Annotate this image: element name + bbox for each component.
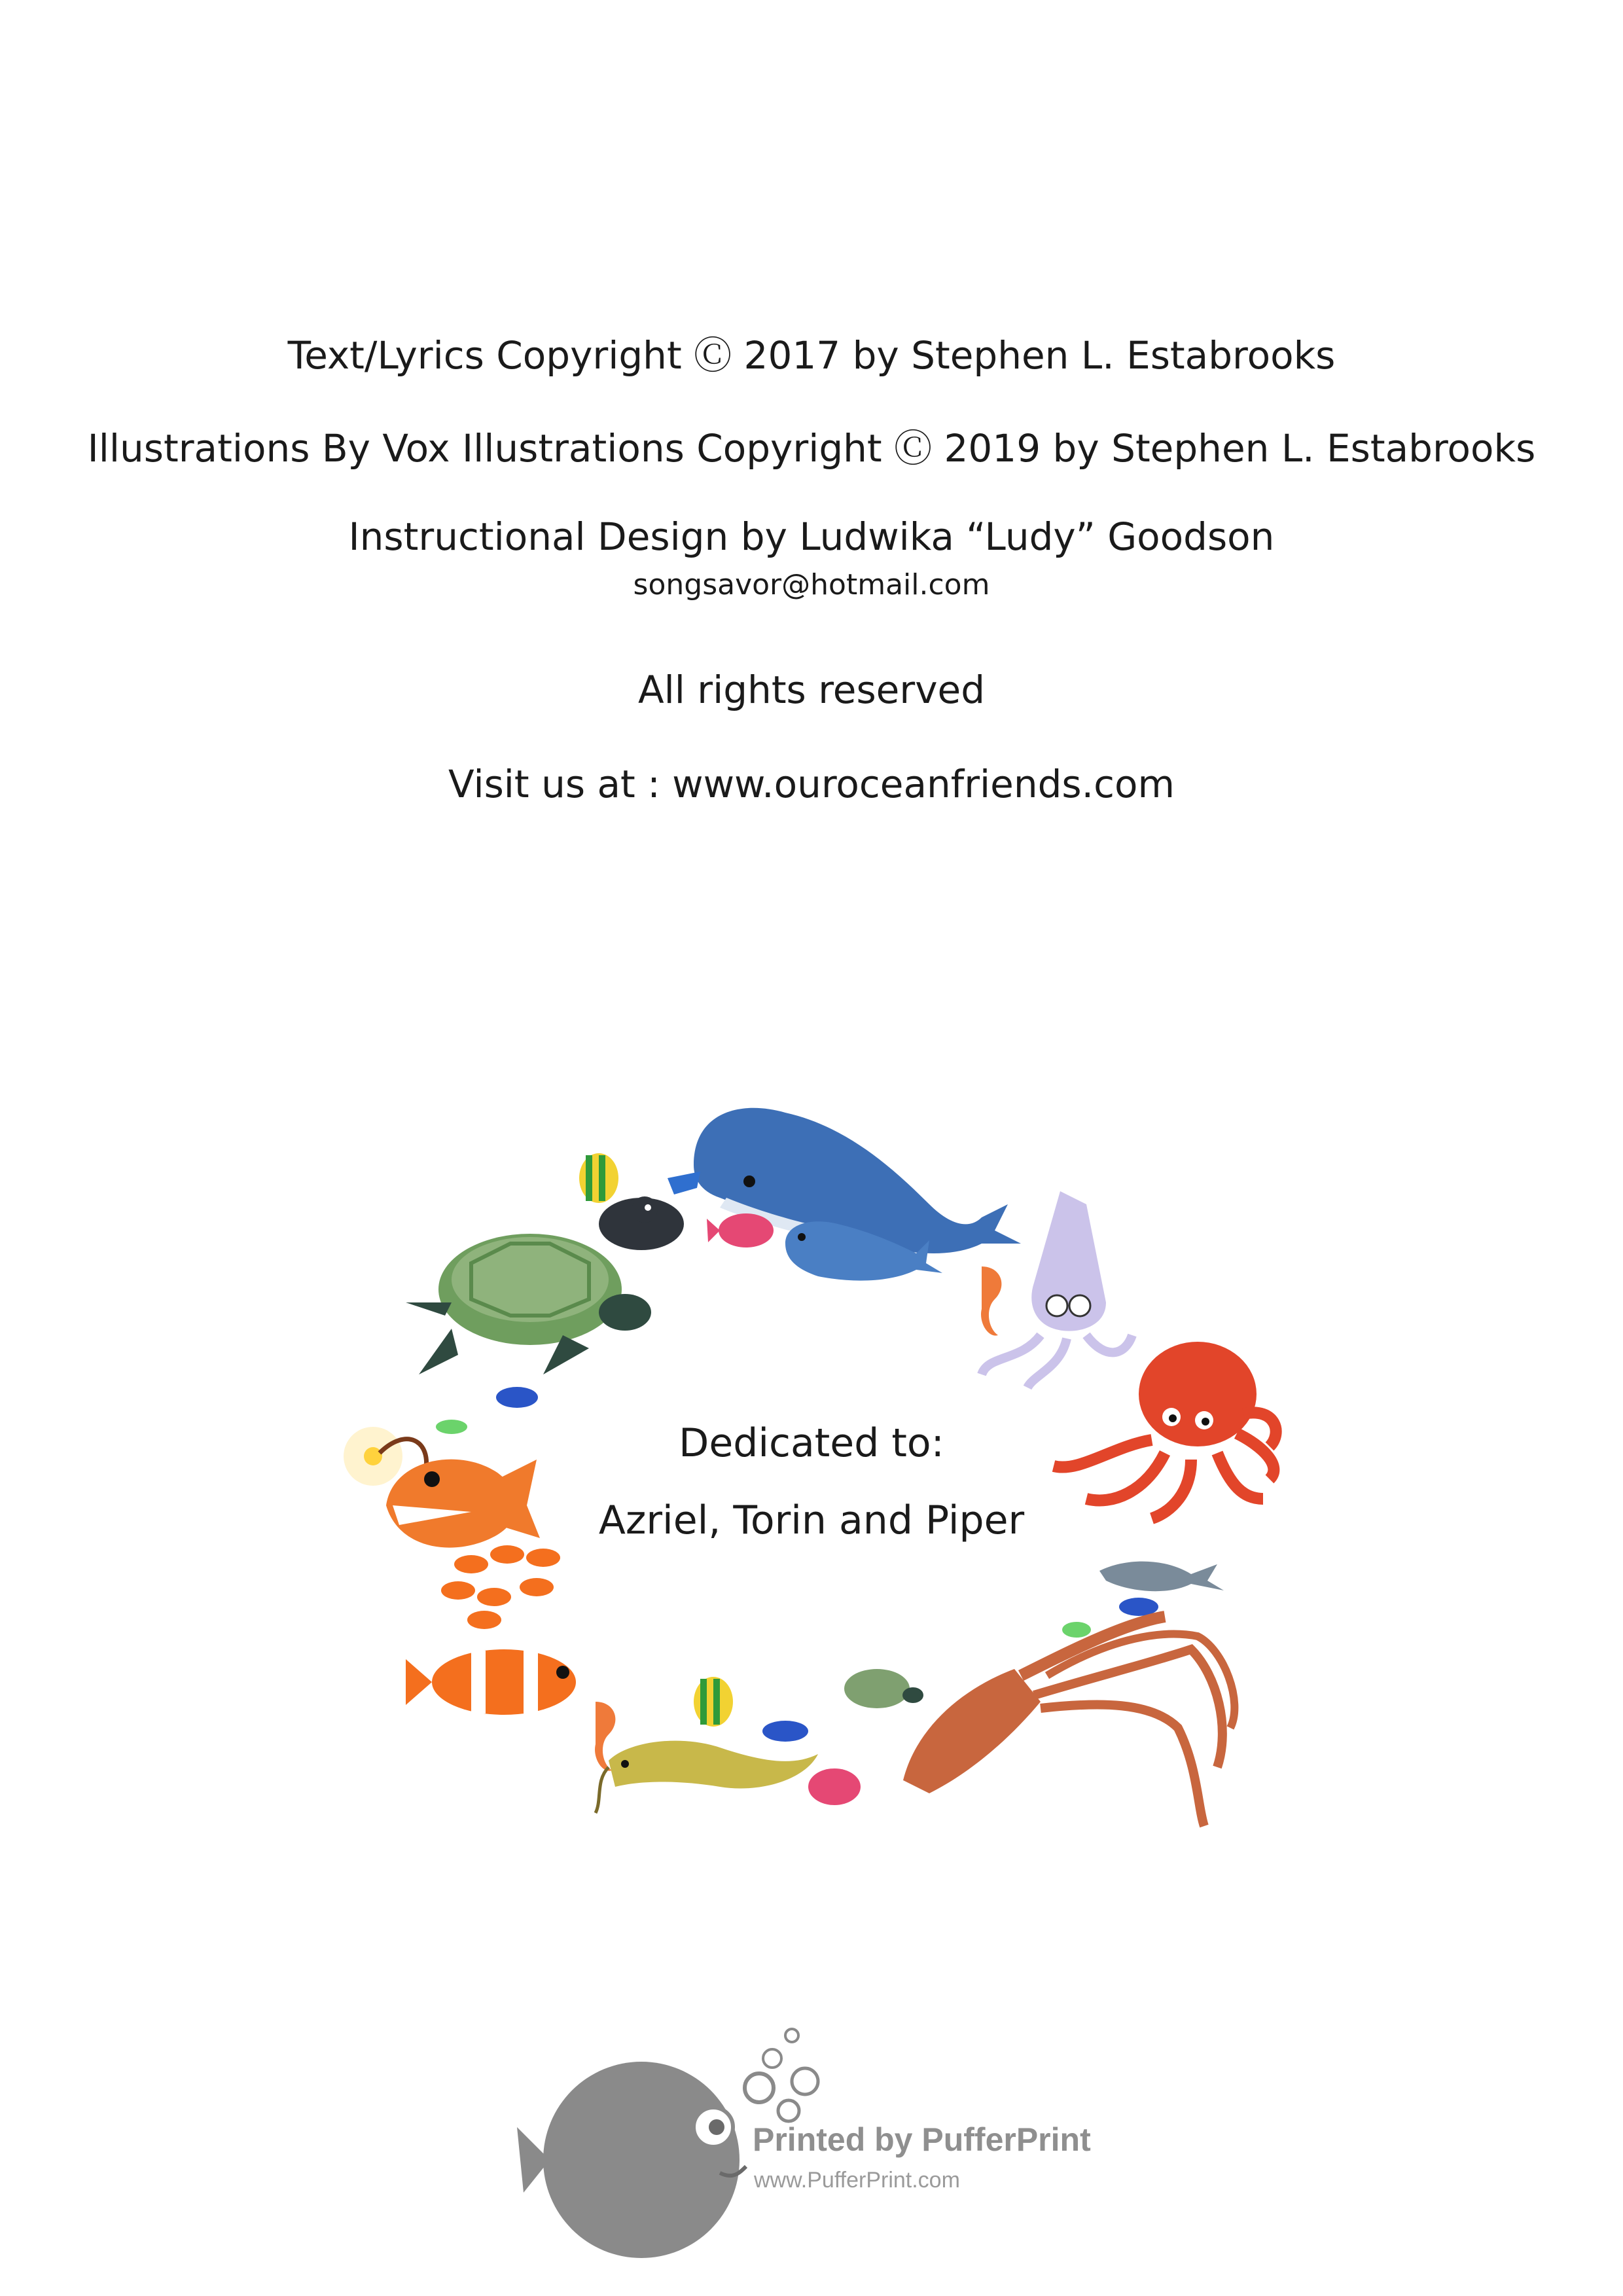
- squid-icon: [982, 1191, 1132, 1388]
- giant-squid-icon: [903, 1617, 1234, 1826]
- printer-url: www.PufferPrint.com: [754, 2168, 960, 2193]
- dedication-names: Azriel, Torin and Piper: [598, 1498, 1025, 1543]
- whale-icon: [694, 1108, 1021, 1281]
- website-link: Visit us at : www.ouroceanfriends.com: [448, 762, 1175, 806]
- instructional-design-credit: Instructional Design by Ludwika “Ludy” Goodson: [348, 514, 1275, 559]
- eel-icon: [596, 1741, 818, 1813]
- lyrics-copyright: Text/Lyrics Copyright Ⓒ 2017 by Stephen L. Estabrooks: [287, 333, 1336, 378]
- rights-notice: All rights reserved: [637, 668, 986, 712]
- dedication-heading: Dedicated to:: [679, 1420, 944, 1466]
- clownfish-school-icon: [441, 1545, 560, 1629]
- illustrations-copyright: Illustrations By Vox Illustrations Copyright Ⓒ 2019 by Stephen L. Estabrooks: [87, 426, 1536, 471]
- printer-name: Printed by PufferPrint: [753, 2121, 1091, 2158]
- clownfish-icon: [406, 1649, 576, 1715]
- contact-email: songsavor@hotmail.com: [633, 568, 990, 601]
- dolphin-icon: [1099, 1562, 1224, 1592]
